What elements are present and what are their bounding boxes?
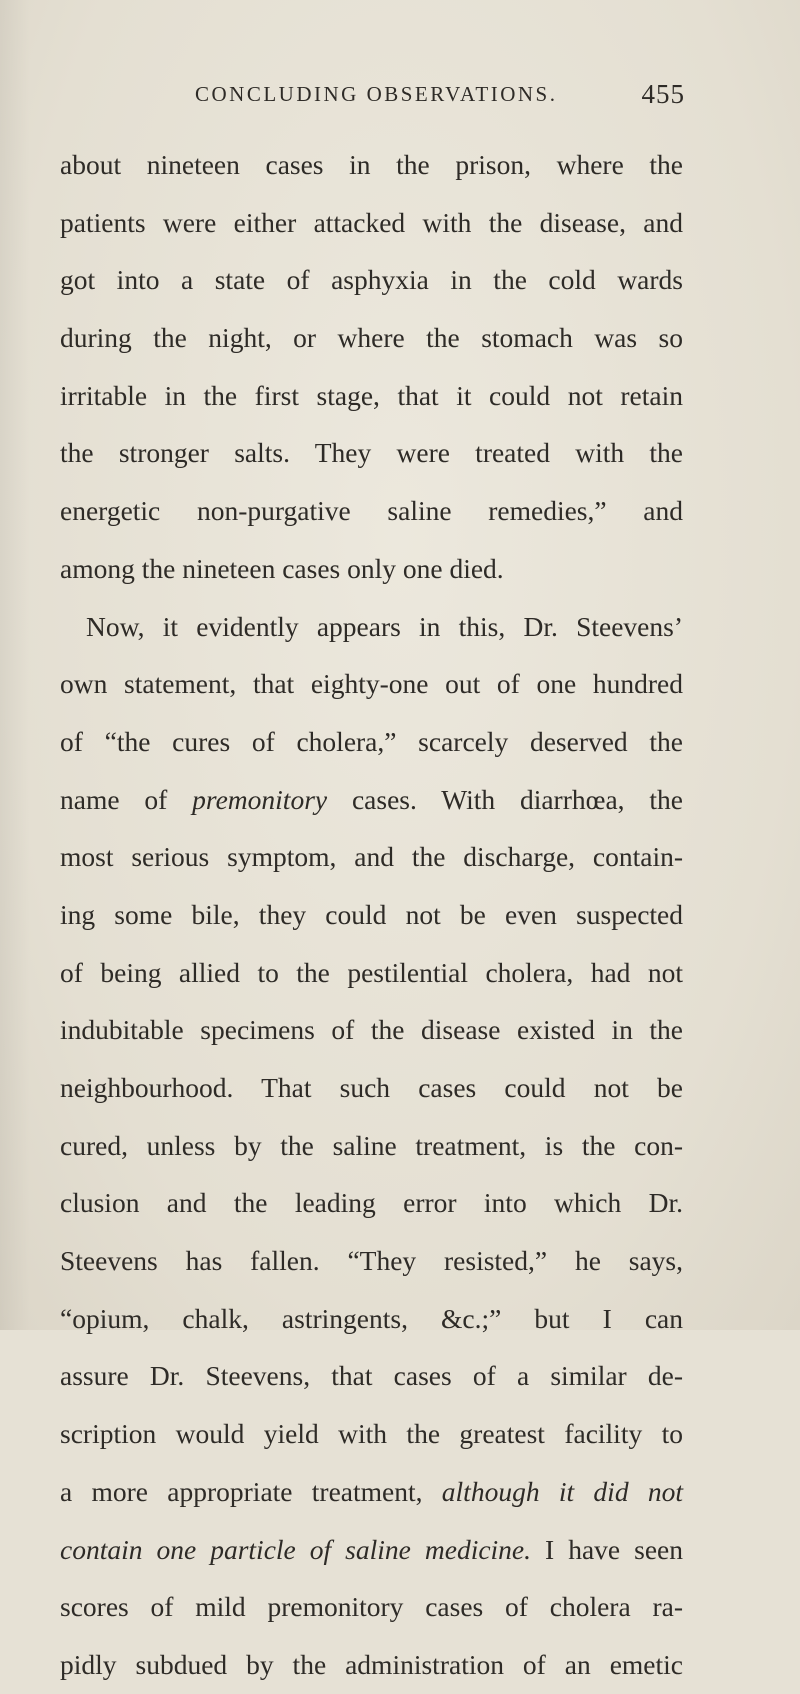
text-line: assure Dr. Steevens, that cases of a similar de- xyxy=(60,1360,683,1392)
text-line: indubitable specimens of the disease existed in the xyxy=(60,1014,683,1046)
text-line: Now, it evidently appears in this, Dr. Steevens’ xyxy=(86,610,683,642)
text-line: Steevens has fallen. “They resisted,” he says, xyxy=(60,1245,683,1277)
text-segment: I have seen xyxy=(545,1533,683,1565)
text-line-mixed xyxy=(60,1521,683,1579)
text-line: most serious symptom, and the discharge, contain- xyxy=(60,841,683,873)
body-text xyxy=(60,136,683,1694)
text-segment: cases. With diarrhœa, the xyxy=(351,783,684,815)
text-line: “opium, chalk, astringents, &c.;” but I can xyxy=(60,1302,683,1334)
italic-segment: contain one particle of saline medicine. xyxy=(60,1533,532,1565)
running-head xyxy=(195,79,695,122)
text-line: pidly subdued by the administration of an emetic xyxy=(60,1648,683,1680)
text-line: patients were either attacked with the disease, and xyxy=(60,206,683,238)
text-line: got into a state of asphyxia in the cold wards xyxy=(60,264,683,296)
text-line: during the night, or where the stomach was so xyxy=(60,322,683,354)
text-line: of “the cures of cholera,” scarcely deserved the xyxy=(60,725,683,757)
text-line: the stronger salts. They were treated with the xyxy=(60,437,683,469)
text-line-mixed xyxy=(60,1463,683,1521)
italic-segment: premonitory xyxy=(192,783,328,815)
text-line: scores of mild premonitory cases of cholera ra- xyxy=(60,1591,683,1623)
text-segment: name of xyxy=(60,783,168,815)
text-line: cured, unless by the saline treatment, is the con- xyxy=(60,1129,683,1161)
text-line: neighbourhood. That such cases could not be xyxy=(60,1072,683,1103)
text-line: scription would yield with the greatest facility to xyxy=(60,1418,683,1450)
text-line: about nineteen cases in the prison, where the xyxy=(60,149,683,180)
text-line-mixed xyxy=(60,771,683,829)
text-line: of being allied to the pestilential cholera, had not xyxy=(60,956,683,988)
page-number: 455 xyxy=(641,79,685,109)
text-line: among the nineteen cases only one died. xyxy=(60,552,504,584)
text-line: irritable in the first stage, that it could not retain xyxy=(60,379,683,411)
text-line: clusion and the leading error into which Dr. xyxy=(60,1187,683,1219)
running-title: CONCLUDING OBSERVATIONS. xyxy=(195,82,558,106)
text-line: energetic non-purgative saline remedies,” and xyxy=(60,495,683,527)
text-line: ing some bile, they could not be even suspected xyxy=(60,898,683,930)
text-line: own statement, that eighty-one out of one hundred xyxy=(60,668,683,700)
text-segment: a more appropriate treatment, xyxy=(60,1475,423,1507)
italic-segment: although it did not xyxy=(441,1475,684,1507)
